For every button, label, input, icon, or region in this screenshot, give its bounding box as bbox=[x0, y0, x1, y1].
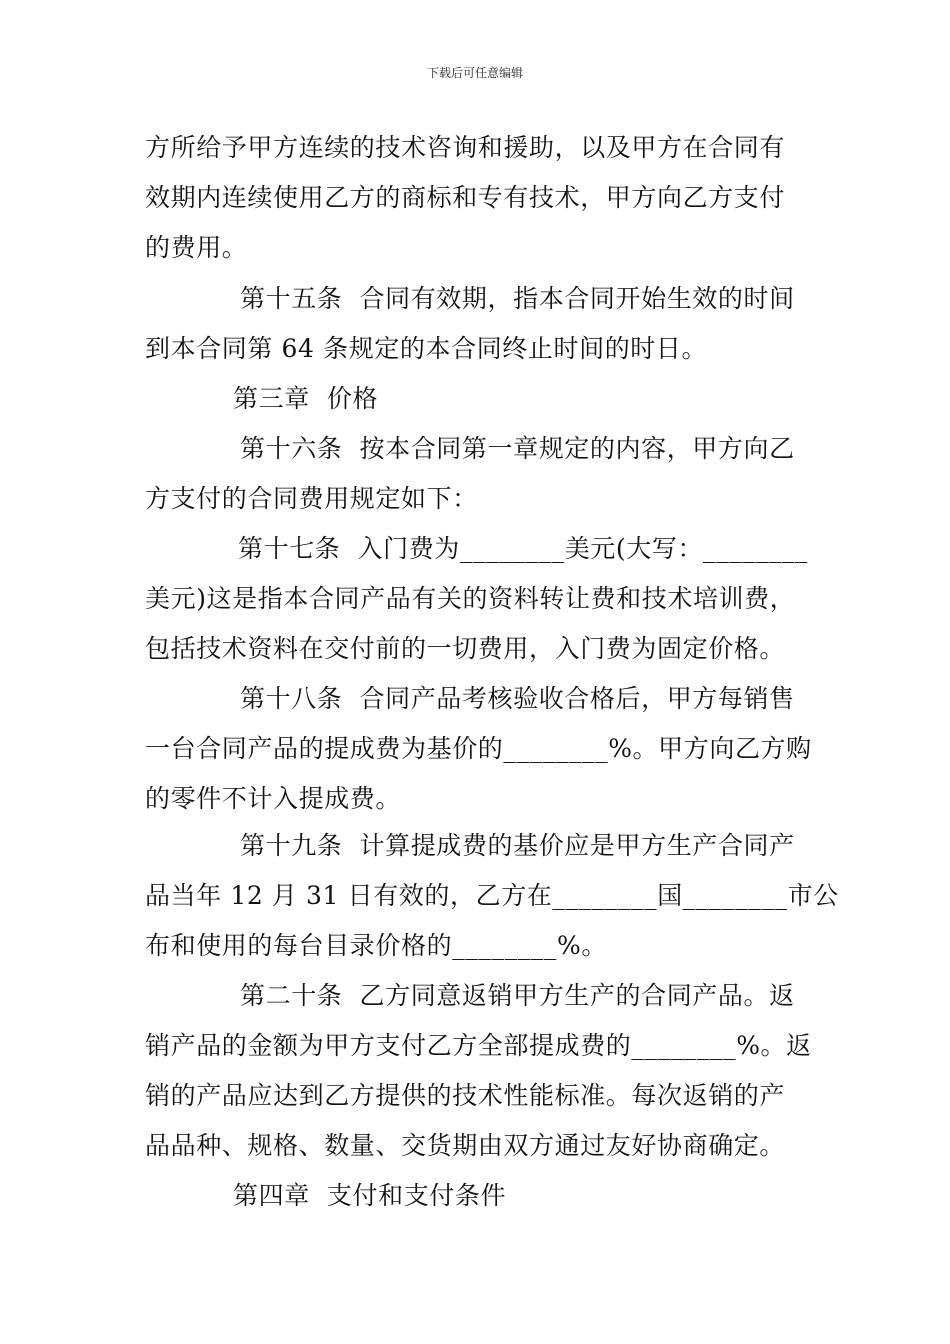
text-line: 一台合同产品的提成费为基价的________%。甲方向乙方购 bbox=[145, 734, 812, 763]
article-heading: 第十五条 合同有效期，指本合同开始生效的时间 bbox=[240, 284, 795, 313]
text-line: 的费用。 bbox=[145, 233, 248, 262]
article-heading: 第十八条 合同产品考核验收合格后，甲方每销售 bbox=[240, 684, 795, 713]
text-line: 方所给予甲方连续的技术咨询和援助，以及甲方在合同有 bbox=[145, 133, 786, 162]
text-line: 品品种、规格、数量、交货期由双方通过友好协商确定。 bbox=[145, 1131, 786, 1160]
article-heading: 第二十条 乙方同意返销甲方生产的合同产品。返 bbox=[240, 981, 795, 1010]
text-line: 品当年 12 月 31 日有效的，乙方在________国________市公 bbox=[145, 881, 839, 910]
text-line: 的零件不计入提成费。 bbox=[145, 784, 402, 813]
text-line: 效期内连续使用乙方的商标和专有技术，甲方向乙方支付 bbox=[145, 183, 786, 212]
chapter-heading: 第四章 支付和支付条件 bbox=[233, 1181, 507, 1210]
article-heading: 第十九条 计算提成费的基价应是甲方生产合同产 bbox=[240, 831, 795, 860]
text-line: 包括技术资料在交付前的一切费用，入门费为固定价格。 bbox=[145, 634, 786, 663]
text-line: 到本合同第 64 条规定的本合同终止时间的时日。 bbox=[145, 334, 708, 363]
page-header: 下载后可任意编辑 bbox=[426, 66, 523, 80]
text-line: 销产品的金额为甲方支付乙方全部提成费的________%。返 bbox=[145, 1031, 812, 1060]
article-heading: 第十六条 按本合同第一章规定的内容，甲方向乙 bbox=[240, 434, 795, 463]
article-heading: 第十七条 入门费为________美元(大写：________ bbox=[238, 534, 808, 563]
text-line: 布和使用的每台目录价格的________%。 bbox=[145, 931, 607, 960]
text-line: 方支付的合同费用规定如下： bbox=[145, 484, 478, 513]
text-line: 销的产品应达到乙方提供的技术性能标准。每次返销的产 bbox=[145, 1081, 786, 1110]
text-line: 美元)这是指本合同产品有关的资料转让费和技术培训费， bbox=[145, 584, 796, 613]
chapter-heading: 第三章 价格 bbox=[233, 384, 379, 413]
